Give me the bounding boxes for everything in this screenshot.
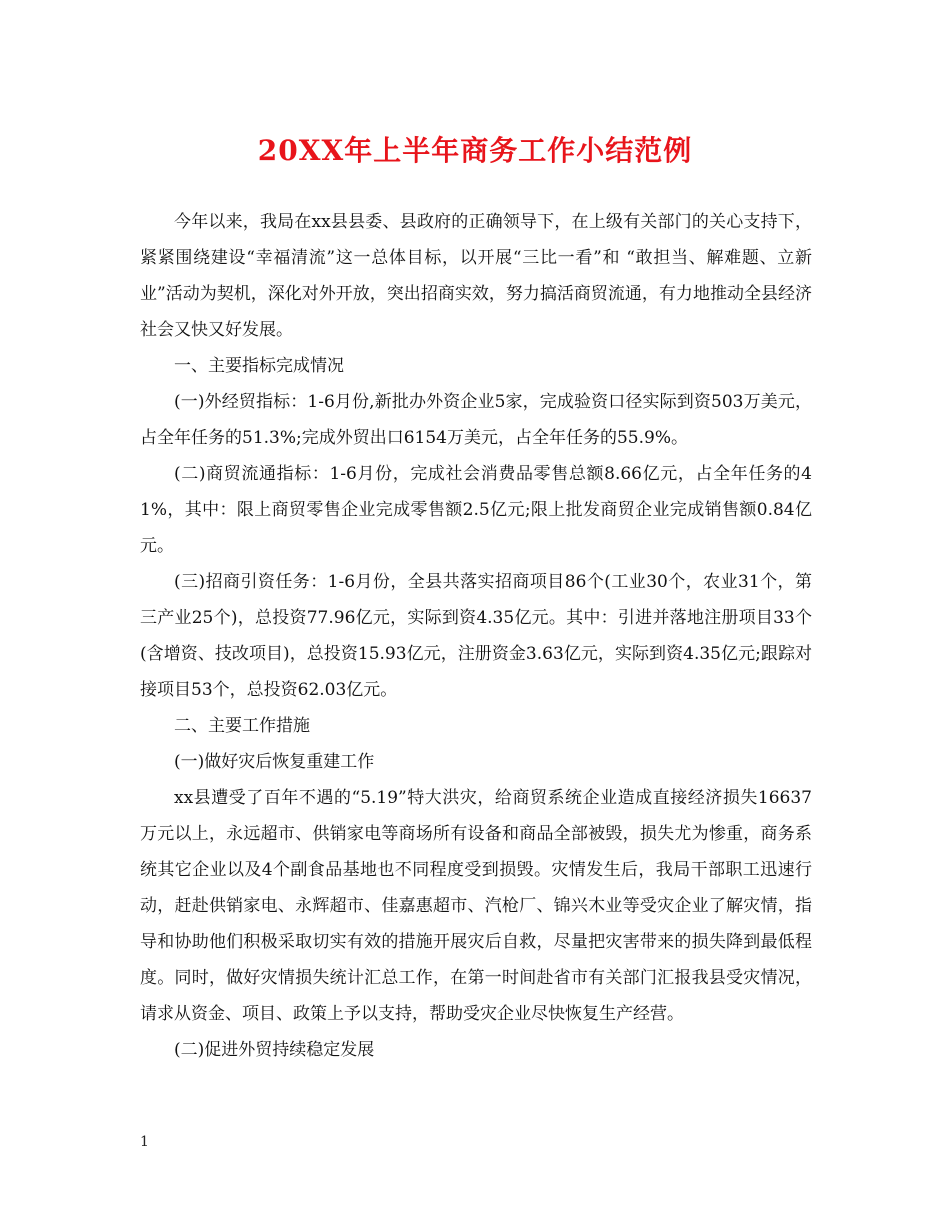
commerce-circulation-paragraph: (二)商贸流通指标：1-6月份，完成社会消费品零售总额8.66亿元，占全年任务的41%，其中：限上商贸零售企业完成零售额2.5亿元;限上批发商贸企业完成销售额0.84亿元。 <box>140 464 812 556</box>
page-number: 1 <box>140 1134 149 1150</box>
document-title: 20XX年上半年商务工作小结范例 <box>257 134 693 167</box>
document-body <box>140 204 812 1068</box>
subheading-foreign-trade-development: (二)促进外贸持续稳定发展 <box>174 1040 375 1060</box>
section-heading-main-indicators: 一、主要指标完成情况 <box>174 356 344 376</box>
disaster-recovery-paragraph: xx县遭受了百年不遇的“5.19”特大洪灾，给商贸系统企业造成直接经济损失16637万元以上，永远超市、供销家电等商场所有设备和商品全部被毁，损失尤为惨重，商务系统其它企业以及4个副食品基地也不同程度受到损毁。灾情发生后，我局干部职工迅速行动，赶赴供销家电、永辉超市、佳嘉惠超市、汽枪厂、锦兴木业等受灾企业了解灾情，指导和协助他们积极采取切实有效的措施开展灾后自救，尽量把灾害带来的损失降到最低程度。同时，做好灾情损失统计汇总工作，在第一时间赴省市有关部门汇报我县受灾情况，请求从资金、项目、政策上予以支持，帮助受灾企业尽快恢复生产经营。 <box>140 788 812 1024</box>
foreign-trade-paragraph: (一)外经贸指标：1-6月份,新批办外资企业5家，完成验资口径实际到资503万美元，占全年任务的51.3%;完成外贸出口6154万美元，占全年任务的55.9%。 <box>140 392 812 448</box>
investment-attraction-paragraph: (三)招商引资任务：1-6月份，全县共落实招商项目86个(工业30个，农业31个，第三产业25个)，总投资77.96亿元，实际到资4.35亿元。其中：引进并落地注册项目33个(含增资、技改项目)，总投资15.93亿元，注册资金3.63亿元，实际到资4.35亿元;跟踪对接项目53个，总投资62.03亿元。 <box>140 572 812 700</box>
intro-paragraph: 今年以来，我局在xx县县委、县政府的正确领导下，在上级有关部门的关心支持下，紧紧围绕建设“幸福清流”这一总体目标，以开展“三比一看”和 “敢担当、解难题、立新业”活动为契机，深化对外开放，突出招商实效，努力搞活商贸流通，有力地推动全县经济社会又快又好发展。 <box>140 212 812 340</box>
subheading-disaster-recovery: (一)做好灾后恢复重建工作 <box>174 752 375 772</box>
section-heading-work-measures: 二、主要工作措施 <box>174 716 310 736</box>
